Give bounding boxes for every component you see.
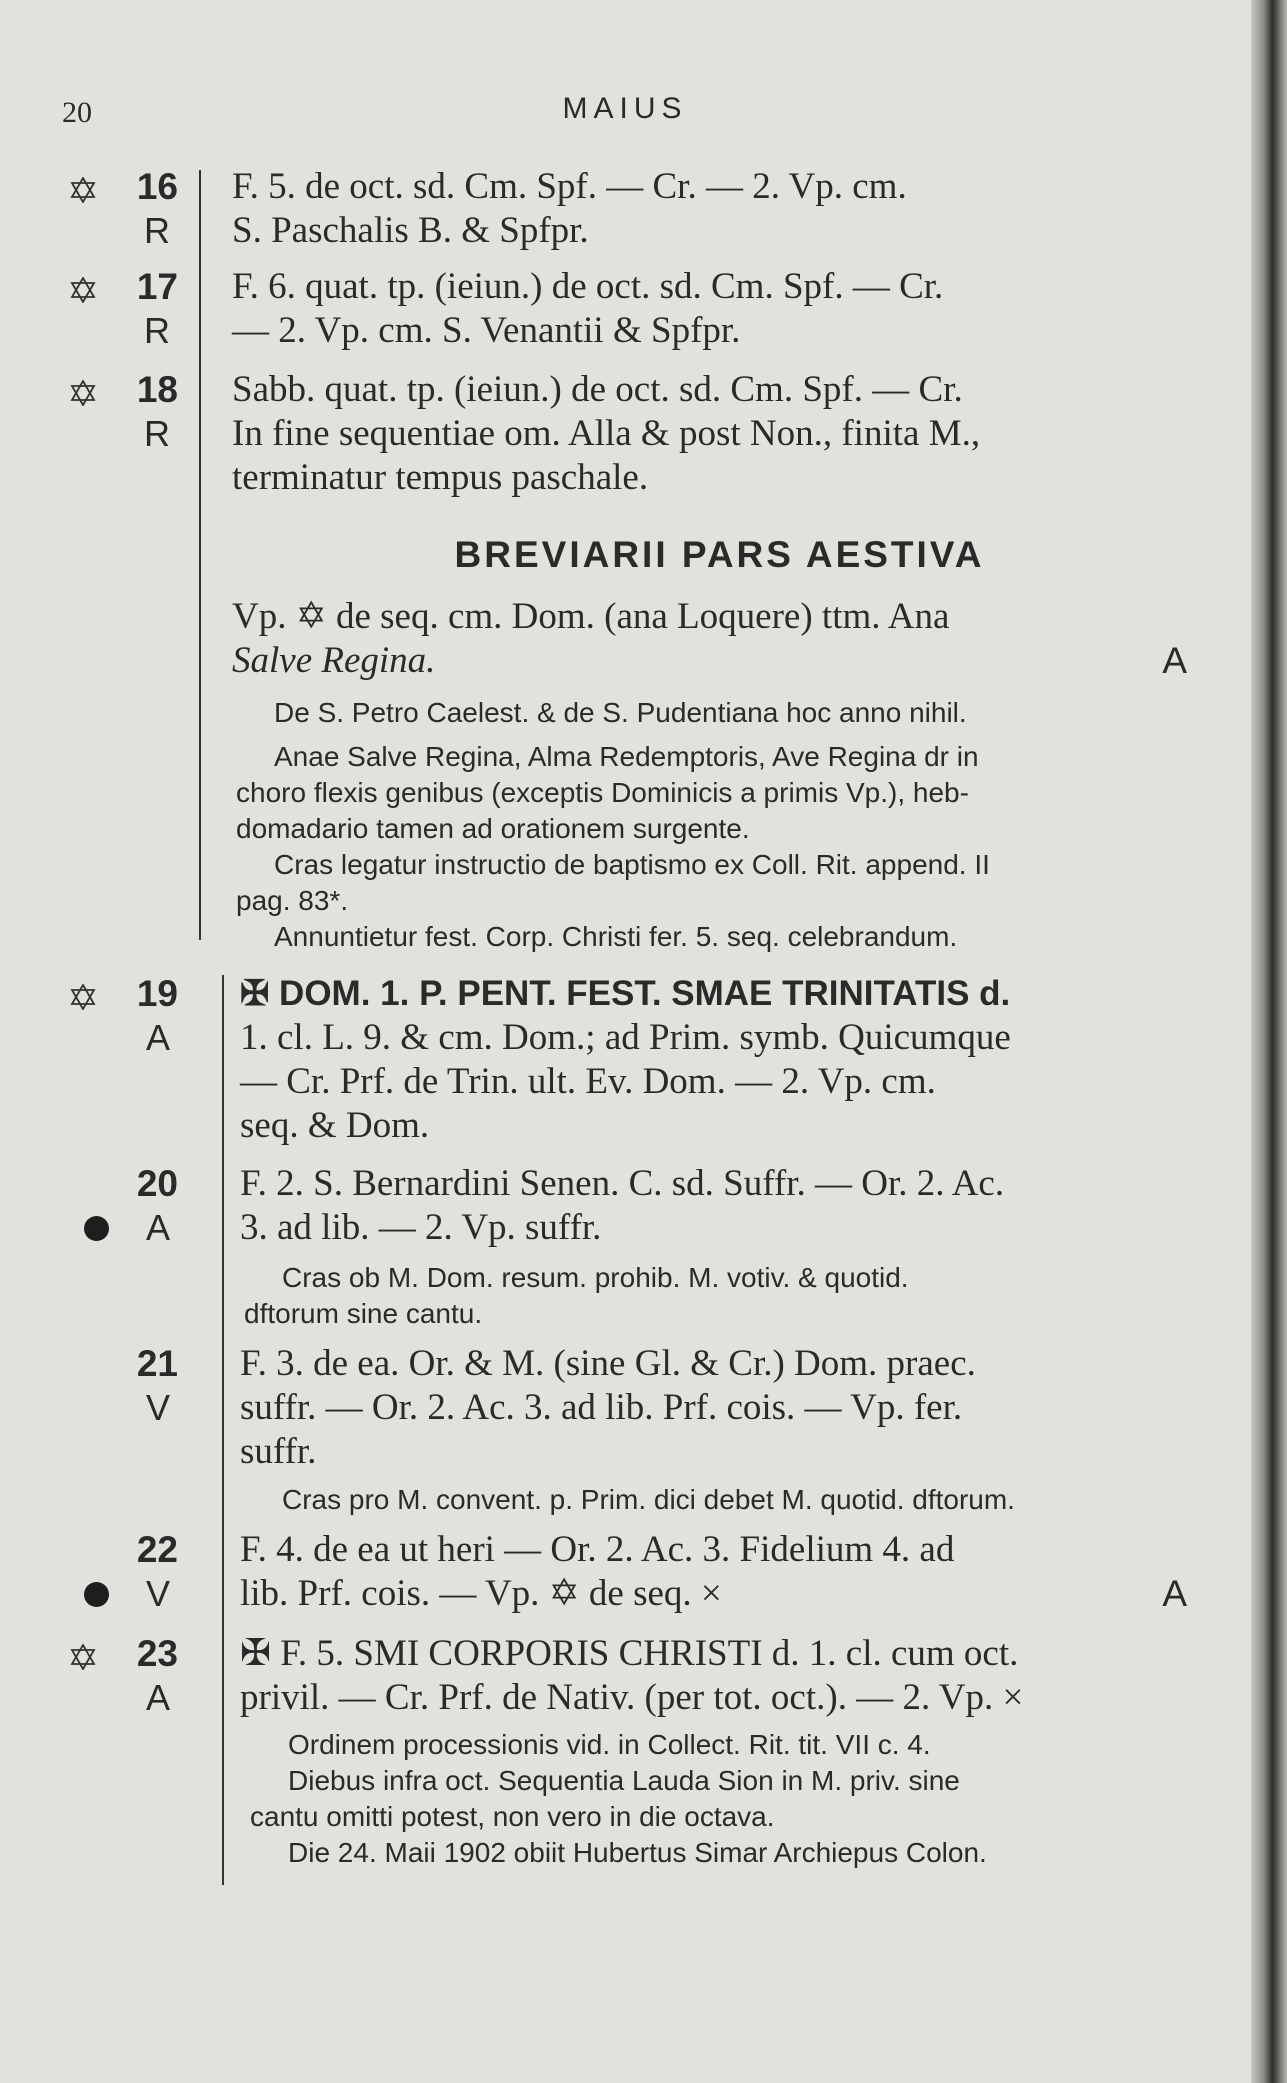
text-line: ✠ F. 5. SMI CORPORIS CHRISTI d. 1. cl. cum oct. bbox=[240, 1633, 1019, 1674]
vesper-block bbox=[232, 595, 1207, 683]
note-line: Diebus infra oct. Sequentia Lauda Sion in M. priv. sine bbox=[288, 1765, 960, 1796]
vesper-notes bbox=[236, 695, 1211, 955]
calendar-entry-23 bbox=[0, 1632, 1250, 1882]
entry-margin bbox=[0, 1162, 178, 1332]
star-of-david-icon bbox=[70, 277, 96, 303]
text-line: F. 5. de oct. sd. Cm. Spf. — Cr. — 2. Vp. cm. bbox=[232, 166, 907, 207]
calendar-entry-20 bbox=[0, 1162, 1250, 1332]
calendar-entry-17 bbox=[0, 265, 1250, 353]
text-line: seq. & Dom. bbox=[240, 1105, 430, 1146]
entry-margin bbox=[0, 165, 178, 253]
day-number: 18 bbox=[136, 369, 178, 410]
dominical-letter: V bbox=[145, 1387, 170, 1428]
entry-notes bbox=[244, 1482, 1219, 1518]
note-line: Anae Salve Regina, Alma Redemptoris, Ave Regina dr in bbox=[274, 741, 979, 772]
text-line: Vp. ✡ de seq. cm. Dom. (ana Loquere) ttm. Ana bbox=[232, 596, 950, 637]
entry-notes bbox=[250, 1727, 1225, 1871]
calendar-entry-22 bbox=[0, 1528, 1250, 1616]
dominical-letter: V bbox=[145, 1573, 170, 1614]
trailing-letter: A bbox=[1162, 1573, 1187, 1614]
note-line: Die 24. Maii 1902 obiit Hubertus Simar Archiepus Colon. bbox=[288, 1837, 987, 1868]
note-line: domadario tamen ad orationem surgente. bbox=[236, 813, 750, 844]
text-line: In fine sequentiae om. Alla & post Non., finita M., bbox=[232, 413, 981, 454]
entry-text bbox=[240, 1528, 1215, 1616]
dominical-letter: A bbox=[145, 1677, 170, 1718]
day-number: 20 bbox=[136, 1163, 178, 1204]
star-of-david-icon bbox=[70, 177, 96, 203]
text-line: suffr. — Or. 2. Ac. 3. ad lib. Prf. cois. — Vp. fer. bbox=[240, 1387, 963, 1428]
text-line: Salve Regina. bbox=[232, 640, 436, 681]
note-line: pag. 83*. bbox=[236, 885, 349, 916]
entry-margin bbox=[0, 1342, 178, 1512]
moon-phase-dot-icon bbox=[84, 1216, 109, 1241]
section-heading: BREVIARII PARS AESTIVA bbox=[454, 534, 985, 575]
note-line: Cras pro M. convent. p. Prim. dici debet M. quotid. dftorum. bbox=[282, 1484, 1015, 1515]
text-line-with-letter bbox=[232, 639, 1207, 683]
entry-text bbox=[240, 1342, 1215, 1474]
text-line-with-letter bbox=[240, 1572, 1215, 1616]
calendar-entry-19 bbox=[0, 972, 1250, 1148]
dominical-letter: A bbox=[145, 1207, 170, 1248]
entry-margin bbox=[0, 972, 178, 1148]
dominical-letter: R bbox=[144, 413, 170, 454]
text-line: lib. Prf. cois. — Vp. ✡ de seq. × bbox=[240, 1573, 722, 1614]
note-line: cantu omitti potest, non vero in die octava. bbox=[250, 1801, 775, 1832]
text-line: — Cr. Prf. de Trin. ult. Ev. Dom. — 2. Vp. cm. bbox=[240, 1061, 936, 1102]
day-number: 17 bbox=[136, 266, 178, 307]
entry-margin bbox=[0, 368, 178, 500]
note-line: Ordinem processionis vid. in Collect. Rit. tit. VII c. 4. bbox=[288, 1729, 931, 1760]
text-line: 3. ad lib. — 2. Vp. suffr. bbox=[240, 1207, 602, 1248]
entry-text bbox=[240, 972, 1215, 1148]
text-line: Sabb. quat. tp. (ieiun.) de oct. sd. Cm. Spf. — Cr. bbox=[232, 369, 963, 410]
text-line: S. Paschalis B. & Spfpr. bbox=[232, 210, 589, 251]
note-line: Cras ob M. Dom. resum. prohib. M. votiv. & quotid. bbox=[282, 1262, 909, 1293]
note-line: Cras legatur instructio de baptismo ex Coll. Rit. append. II bbox=[274, 849, 990, 880]
dominical-letter: A bbox=[145, 1017, 170, 1058]
moon-phase-dot-icon bbox=[84, 1582, 109, 1607]
text-line: terminatur tempus paschale. bbox=[232, 457, 649, 498]
day-number: 23 bbox=[136, 1633, 178, 1674]
entry-margin bbox=[0, 1632, 178, 1882]
text-line: F. 6. quat. tp. (ieiun.) de oct. sd. Cm. Spf. — Cr. bbox=[232, 266, 944, 307]
note-line: choro flexis genibus (exceptis Dominicis a primis Vp.), heb- bbox=[236, 777, 969, 808]
calendar-entry-16 bbox=[0, 165, 1250, 253]
entry-text bbox=[232, 368, 1207, 500]
entry-notes bbox=[244, 1260, 1219, 1332]
entry-margin bbox=[0, 1528, 178, 1616]
calendar-entry-18 bbox=[0, 368, 1250, 500]
star-of-david-icon bbox=[70, 1644, 96, 1670]
entry-text bbox=[232, 265, 1207, 353]
day-number: 16 bbox=[136, 166, 178, 207]
note-line: Annuntietur fest. Corp. Christi fer. 5. seq. celebrandum. bbox=[274, 921, 958, 952]
note-line: dftorum sine cantu. bbox=[244, 1298, 483, 1329]
calendar-entry-21 bbox=[0, 1342, 1250, 1515]
running-head: MAIUS bbox=[562, 92, 688, 125]
text-line: F. 2. S. Bernardini Senen. C. sd. Suffr. — Or. 2. Ac. bbox=[240, 1163, 1005, 1204]
text-line: — 2. Vp. cm. S. Venantii & Spfpr. bbox=[232, 310, 741, 351]
star-of-david-icon bbox=[70, 984, 96, 1010]
text-line: ✠ DOM. 1. P. PENT. FEST. SMAE TRINITATIS d. bbox=[240, 974, 1011, 1013]
note-line: De S. Petro Caelest. & de S. Pudentiana hoc anno nihil. bbox=[274, 697, 967, 728]
day-number: 22 bbox=[136, 1529, 178, 1570]
entry-text bbox=[240, 1162, 1215, 1250]
entry-margin bbox=[0, 265, 178, 353]
page-number: 20 bbox=[62, 96, 92, 129]
text-line: F. 4. de ea ut heri — Or. 2. Ac. 3. Fidelium 4. ad bbox=[240, 1529, 955, 1570]
text-line: 1. cl. L. 9. & cm. Dom.; ad Prim. symb. Quicumque bbox=[240, 1017, 1011, 1058]
text-line: suffr. bbox=[240, 1431, 317, 1472]
day-number: 21 bbox=[136, 1343, 178, 1384]
entry-text bbox=[232, 165, 1207, 253]
dominical-letter: R bbox=[144, 210, 170, 251]
trailing-letter: A bbox=[1162, 640, 1187, 681]
star-of-david-icon bbox=[70, 380, 96, 406]
text-line: privil. — Cr. Prf. de Nativ. (per tot. oct.). — 2. Vp. × bbox=[240, 1677, 1024, 1718]
entry-text bbox=[240, 1632, 1215, 1720]
dominical-letter: R bbox=[144, 310, 170, 351]
page-edge bbox=[1251, 0, 1287, 2083]
text-line: F. 3. de ea. Or. & M. (sine Gl. & Cr.) Dom. praec. bbox=[240, 1343, 976, 1384]
day-number: 19 bbox=[136, 973, 178, 1014]
